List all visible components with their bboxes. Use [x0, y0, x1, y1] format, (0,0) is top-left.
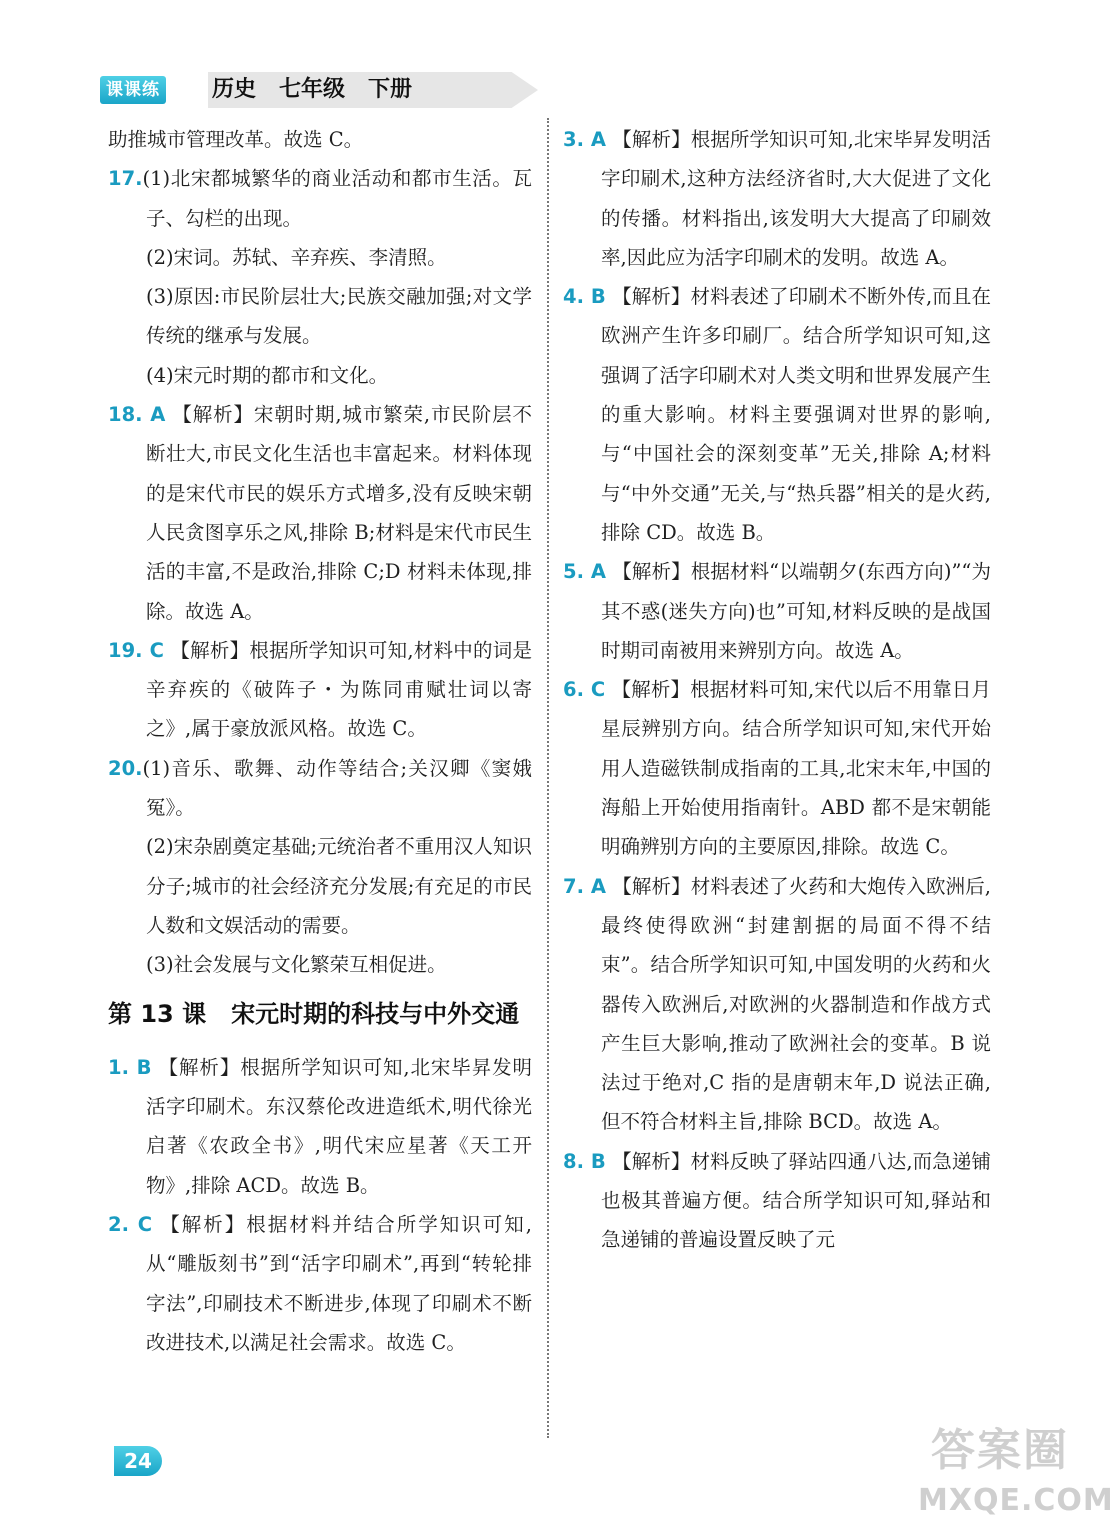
lesson-answer-6	[563, 670, 991, 866]
watermark-logo	[918, 1420, 1114, 1528]
answer-number: 6. C	[563, 678, 606, 702]
header-title: 历史 七年级 下册	[212, 77, 412, 102]
lesson-answer-8	[563, 1142, 991, 1260]
lesson-answer-3	[563, 120, 991, 277]
right-column	[563, 120, 991, 1260]
answer-part: (1)北宋都城繁华的商业活动和都市生活。瓦子、勾栏的出现。	[142, 167, 532, 230]
answer-number: 18. A	[108, 403, 166, 427]
series-logo: 课课练	[100, 76, 166, 104]
page-header	[100, 72, 480, 108]
answer-text: 材料表述了印刷术不断外传,而且在欧洲产生许多印刷厂。结合所学知识可知,这强调了活字印刷术对人类文明和世界发展产生的重大影响。材料主要强调对世界的影响,与“中国社会的深刻变革”无关,排除 A;材料与“中外交通”无关,与“热兵器”相关的是火药,排除 CD。故选 B。	[601, 285, 992, 544]
answer-part: (3)社会发展与文化繁荣互相促进。	[146, 953, 447, 977]
page-number: 24	[114, 1446, 162, 1476]
answer-number: 19. C	[108, 638, 164, 662]
answer-number: 4. B	[563, 285, 606, 309]
watermark-main: 答案圈	[931, 1425, 1069, 1476]
lesson-title: 第 13 课 宋元时期的科技与中外交通	[108, 999, 520, 1028]
analysis-tag: 【解析】	[158, 1055, 241, 1079]
answer-19	[108, 631, 532, 749]
lesson-answer-2	[108, 1205, 532, 1362]
answer-number: 20.	[108, 756, 143, 780]
answer-16-continuation: 助推城市管理改革。故选 C。	[108, 128, 364, 151]
answer-18	[108, 395, 532, 631]
answer-number: 8. B	[563, 1149, 606, 1173]
answer-text: 根据材料“以端朝夕(东西方向)”“为其不惑(迷失方向)也”可知,材料反映的是战国时期司南被用来辨别方向。故选 A。	[601, 560, 991, 662]
analysis-tag: 【解析】	[612, 560, 691, 584]
answer-number: 7. A	[563, 874, 606, 898]
column-divider	[547, 118, 549, 1438]
analysis-tag: 【解析】	[611, 678, 691, 702]
analysis-tag: 【解析】	[612, 874, 691, 898]
analysis-tag: 【解析】	[612, 285, 691, 309]
answer-text: 材料表述了火药和大炮传入欧洲后,最终使得欧洲“封建割据的局面不得不结束”。结合所学知识可知,中国发明的火药和火器传入欧洲后,对欧洲的火器制造和作战方式产生巨大影响,推动了欧洲社会的变革。B 说法过于绝对,C 指的是唐朝末年,D 说法正确,但不符合材料主旨,排除 BCD。故选 A。	[601, 874, 992, 1134]
answer-part: (4)宋元时期的都市和文化。	[146, 363, 389, 387]
answer-17	[108, 159, 532, 395]
answer-text: 根据所学知识可知,北宋毕昇发明活字印刷术,这种方法经济省时,大大促进了文化的传播。材料指出,该发明大大提高了印刷效率,因此应为活字印刷术的发明。故选 A。	[601, 128, 992, 269]
lesson-answer-4	[563, 277, 991, 552]
answer-text: 根据材料可知,宋代以后不用靠日月星辰辨别方向。结合所学知识可知,宋代开始用人造磁铁制成指南的工具,北宋末年,中国的海船上开始使用指南针。ABD 都不是宋朝能明确辨别方向的主要原因,排除。故选 C。	[601, 678, 991, 859]
answer-number: 2. C	[108, 1213, 153, 1237]
answer-text: 根据所学知识可知,材料中的词是辛弃疾的《破阵子・为陈同甫赋壮词以寄之》,属于豪放派风格。故选 C。	[146, 638, 532, 741]
lesson-answer-1	[108, 1048, 532, 1205]
analysis-tag: 【解析】	[612, 128, 691, 151]
analysis-tag: 【解析】	[172, 403, 254, 427]
answer-part: (3)原因:市民阶层壮大;民族交融加强;对文学传统的继承与发展。	[146, 285, 532, 348]
lesson-answer-5	[563, 552, 991, 670]
lesson-answer-7	[563, 867, 991, 1142]
answer-text: 根据材料并结合所学知识可知,从“雕版刻书”到“活字印刷术”,再到“转轮排字法”,印刷技术不断进步,体现了印刷术不断改进技术,以满足社会需求。故选 C。	[146, 1213, 532, 1354]
left-column	[108, 120, 532, 1362]
answer-number: 1. B	[108, 1055, 152, 1079]
answer-number: 3. A	[563, 128, 606, 151]
analysis-tag: 【解析】	[170, 638, 250, 662]
analysis-tag: 【解析】	[612, 1149, 691, 1173]
answer-part: (1)音乐、歌舞、动作等结合;关汉卿《窦娥冤》。	[142, 756, 532, 820]
answer-part: (2)宋杂剧奠定基础;元统治者不重用汉人知识分子;城市的社会经济充分发展;有充足的市民人数和文娱活动的需要。	[146, 835, 532, 937]
answer-part: (2)宋词。苏轼、辛弃疾、李清照。	[146, 245, 447, 269]
answer-20	[108, 749, 532, 985]
answer-number: 5. A	[563, 560, 606, 584]
answer-text: 宋朝时期,城市繁荣,市民阶层不断壮大,市民文化生活也丰富起来。材料体现的是宋代市民的娱乐方式增多,没有反映宋朝人民贪图享乐之风,排除 B;材料是宋代市民生活的丰富,不是政治,排除 C;D 材料未体现,排除。故选 A。	[146, 403, 532, 623]
answer-text: 根据所学知识可知,北宋毕昇发明活字印刷术。东汉蔡伦改进造纸术,明代徐光启著《农政全书》,明代宋应星著《天工开物》,排除 ACD。故选 B。	[146, 1055, 532, 1197]
analysis-tag: 【解析】	[160, 1213, 247, 1237]
watermark-sub: MXQE.COM	[918, 1483, 1114, 1518]
answer-number: 17.	[108, 167, 143, 191]
answer-text: 材料反映了驿站四通八达,而急递铺也极其普遍方便。结合所学知识可知,驿站和急递铺的普遍设置反映了元	[601, 1149, 991, 1252]
